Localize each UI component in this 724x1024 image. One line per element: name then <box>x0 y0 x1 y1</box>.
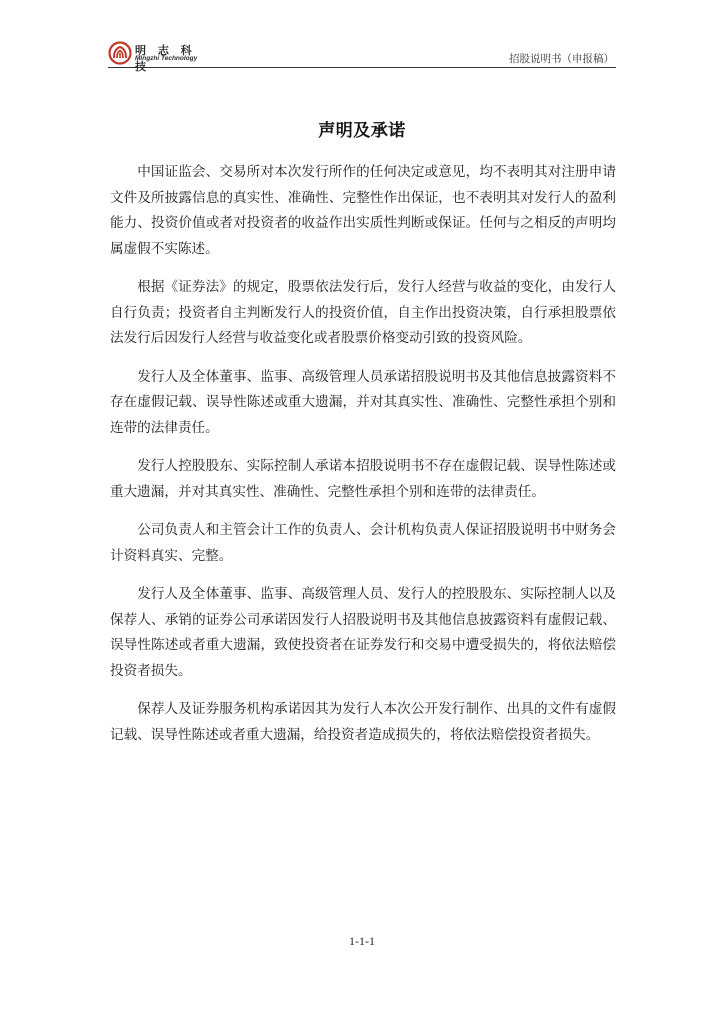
page-number: 1-1-1 <box>349 934 375 948</box>
paragraph-5: 公司负责人和主管会计工作的负责人、会计机构负责人保证招股说明书中财务会计资料真实、完整。 <box>110 522 616 564</box>
document-body <box>110 160 616 761</box>
logo-english-name: Mingzhi Technology <box>135 55 198 62</box>
document-type-label: 招股说明书（申报稿） <box>509 53 614 65</box>
paragraph-7: 保荐人及证券服务机构承诺因其为发行人本次公开发行制作、出具的文件有虚假记载、误导性陈述或者重大遗漏，给投资者造成损失的，将依法赔偿投资者损失。 <box>110 701 616 743</box>
paragraph-2: 根据《证券法》的规定，股票依法发行后，发行人经营与收益的变化，由发行人自行负责；投资者自主判断发行人的投资价值，自主作出投资决策，自行承担股票依法发行后因发行人经营与收益变化或者股票价格变动引致的投资风险。 <box>110 279 616 346</box>
paragraph-6: 发行人及全体董事、监事、高级管理人员、发行人的控股股东、实际控制人以及保荐人、承销的证券公司承诺因发行人招股说明书及其他信息披露资料有虚假记载、误导性陈述或者重大遗漏，致使投资者在证券发行和交易中遭受损失的，将依法赔偿投资者损失。 <box>110 586 616 679</box>
paragraph-3: 发行人及全体董事、监事、高级管理人员承诺招股说明书及其他信息披露资料不存在虚假记载、误导性陈述或重大遗漏，并对其真实性、准确性、完整性承担个别和连带的法律责任。 <box>110 368 616 436</box>
page-title: 声明及承诺 <box>318 121 406 141</box>
paragraph-4: 发行人控股股东、实际控制人承诺本招股说明书不存在虚假记载、误导性陈述或重大遗漏，并对其真实性、准确性、完整性承担个别和连带的法律责任。 <box>110 458 616 500</box>
company-logo <box>108 40 218 73</box>
page-header <box>108 40 616 73</box>
company-logo-icon <box>108 41 132 65</box>
logo-chinese-name: 明 志 科 技 <box>135 44 196 73</box>
paragraph-1: 中国证监会、交易所对本次发行所作的任何决定或意见，均不表明其对注册申请文件及所披露信息的真实性、准确性、完整性作出保证，也不表明其对发行人的盈利能力、投资价值或者对投资者的收益作出实质性判断或保证。任何与之相反的声明均属虚假不实陈述。 <box>110 164 616 257</box>
